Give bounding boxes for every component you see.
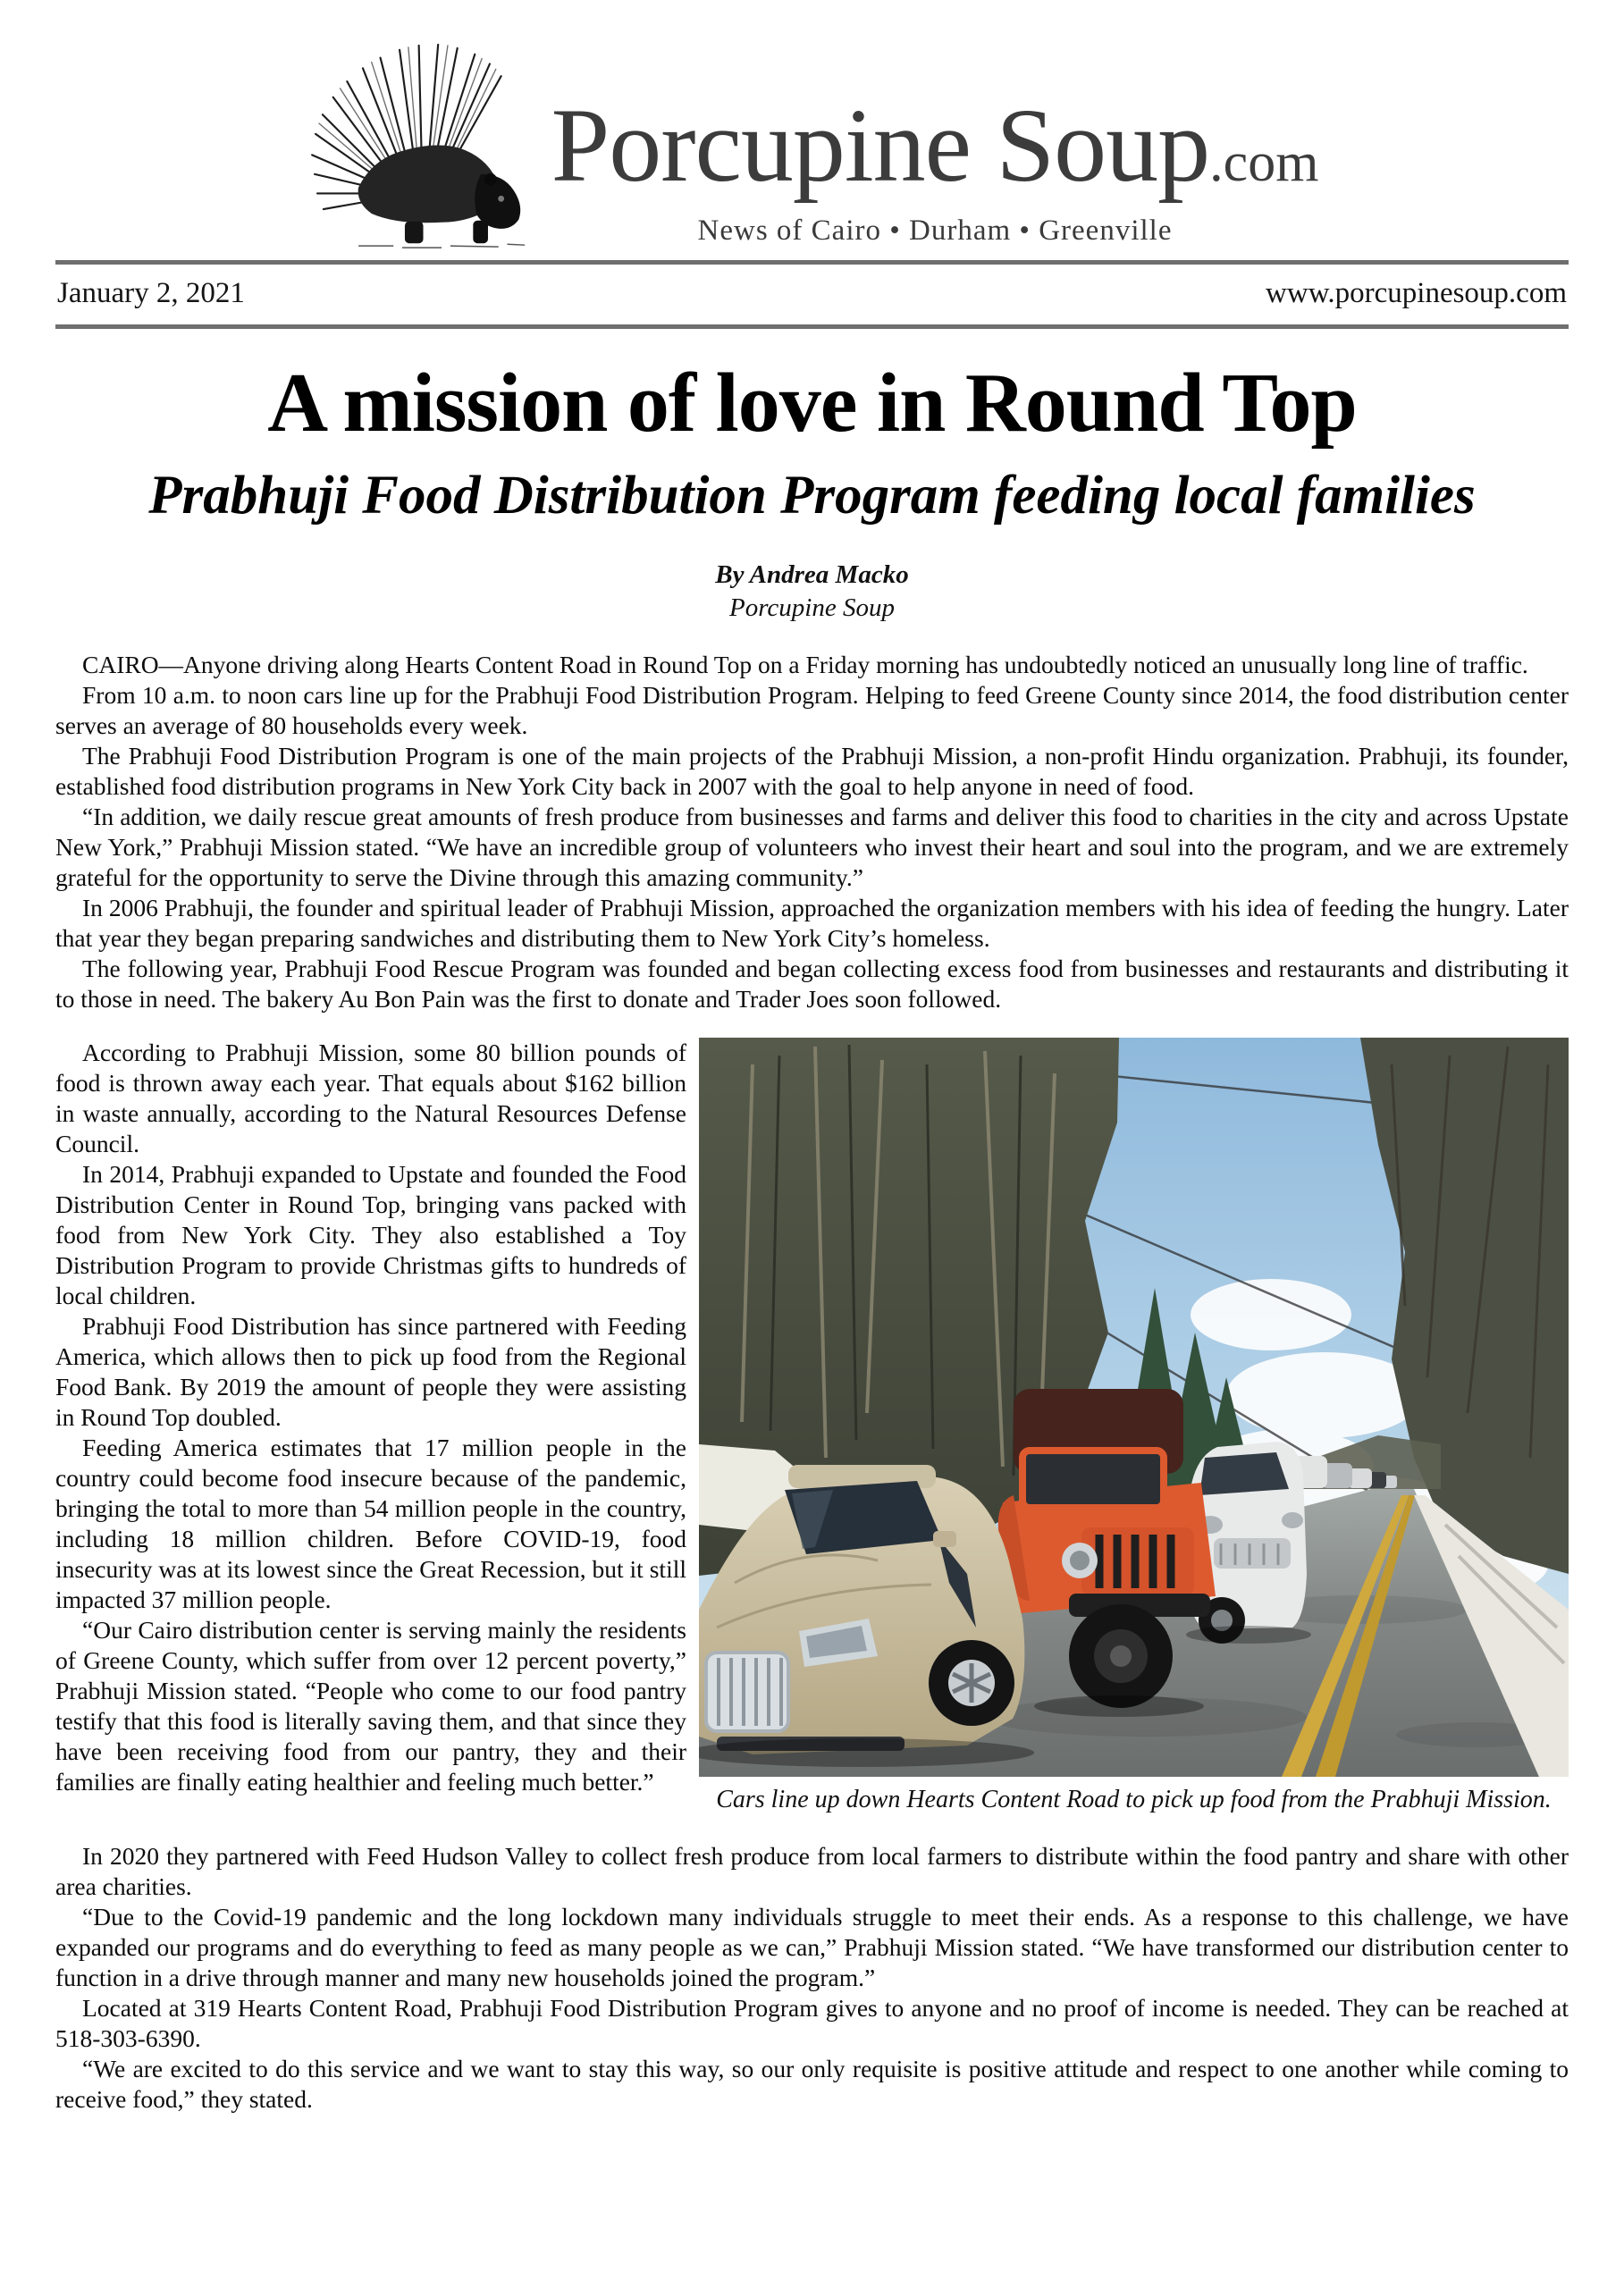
article-paragraph: In 2014, Prabhuji expanded to Upstate and founded the Food Distribution Center in Round Top, bringing vans packed with food from New York City. They also established a Toy Distribution Program to provide Christmas gifts to hundreds of local children. <box>55 1159 686 1309</box>
masthead <box>55 43 1569 248</box>
porcupine-head <box>475 174 520 229</box>
intro-section <box>55 650 1569 1014</box>
article-subheadline: Prabhuji Food Distribution Program feeding local families <box>148 465 1476 526</box>
article-paragraph: From 10 a.m. to noon cars line up for the Prabhuji Food Distribution Program. Helping to feed Greene County since 2014, the food distribution center serves an average of 80 households every week. <box>55 680 1569 739</box>
dateline-row <box>55 265 1569 324</box>
article-paragraph: Located at 319 Hearts Content Road, Prabhuji Food Distribution Program gives to anyone and no proof of income is needed. They can be reached at 518-303-6390. <box>55 1993 1569 2052</box>
photo-caption: Cars line up down Hearts Content Road to pick up food from the Prabhuji Mission. <box>716 1785 1552 1813</box>
article-paragraph: The following year, Prabhuji Food Rescue Program was founded and began collecting excess food from businesses and restaurants and distributing it to those in need. The bakery Au Bon Pain was the first to donate and Trader Joes soon followed. <box>55 954 1569 1013</box>
website-url: www.porcupinesoup.com <box>1266 277 1567 309</box>
article-paragraph: “We are excited to do this service and we want to stay this way, so our only requisite is positive attitude and respect to one another while coming to receive food,” they stated. <box>55 2054 1569 2113</box>
article-paragraph: In 2006 Prabhuji, the founder and spiritual leader of Prabhuji Mission, approached the organization members with his idea of feeding the hungry. Later that year they began preparing sandwiches and distributing them to New York City’s homeless. <box>55 893 1569 952</box>
article-paragraph: Prabhuji Food Distribution has since partnered with Feeding America, which allows then to pick up food from the Regional Food Bank. By 2019 the amount of people they were assisting in Round Top doubled. <box>55 1311 686 1431</box>
issue-date: January 2, 2021 <box>57 277 245 309</box>
byline-organization: Porcupine Soup <box>729 593 895 622</box>
logo-suffix-text: .com <box>1209 132 1319 193</box>
article-headline: A mission of love in Round Top <box>267 357 1357 450</box>
article-photo <box>699 1038 1569 1814</box>
closing-section <box>55 1841 1569 2115</box>
byline: By Andrea Macko <box>715 559 909 589</box>
porcupine-eye <box>498 196 504 202</box>
article-paragraph: Feeding America estimates that 17 million people in the country could become food insecure because of the pandemic, bringing the total to more than 54 million people in the country, including 18 million children. Before COVID-19, food insecurity was at its lowest since the Great Recession, but it still impacted 37 million people. <box>55 1433 686 1613</box>
article-paragraph: “Our Cairo distribution center is serving mainly the residents of Greene County, which suffer from over 12 percent poverty,” Prabhuji Mission stated. “People who come to our food pantry testify that this food is literally saving them, and that since they have been receiving food from our pantry, they and their families are finally eating healthier and feeling much better.” <box>55 1615 686 1796</box>
porcupine-front-leg <box>473 221 488 243</box>
article-paragraph: “In addition, we daily rescue great amounts of fresh produce from businesses and farms and deliver this food to charities in the city and across Upstate New York,” Prabhuji Mission stated. “We have an incredible group of volunteers who invest their heart and soul into the program, and we are extremely grateful for the opportunity to serve the Divine through this amazing community.” <box>55 802 1569 891</box>
masthead-tagline: News of Cairo • Durham • Greenville <box>697 214 1173 247</box>
logo-column <box>551 87 1319 248</box>
two-column-section <box>55 1038 1569 1814</box>
article-paragraph: According to Prabhuji Mission, some 80 billion pounds of food is thrown away each year. That equals about $162 billion in waste annually, according to the Natural Resources Defense Council. <box>55 1038 686 1157</box>
article-paragraph: CAIRO—Anyone driving along Hearts Content Road in Round Top on a Friday morning has undoubtedly noticed an unusually long line of traffic. <box>82 650 1528 678</box>
article-paragraph: In 2020 they partnered with Feed Hudson Valley to collect fresh produce from local farmers to distribute within the food pantry and share with other area charities. <box>55 1841 1569 1900</box>
site-logo <box>551 87 1319 204</box>
porcupine-hind-leg <box>405 222 424 243</box>
porcupine-logo-icon <box>306 43 543 253</box>
ground-strokes <box>358 244 525 248</box>
bottom-rule <box>55 324 1569 329</box>
logo-text: Porcupine Soup <box>551 87 1210 204</box>
article-paragraph: “Due to the Covid-19 pandemic and the long lockdown many individuals struggle to meet their ends. As a response to this challenge, we have expanded our programs and do everything to feed as many people as we can,” Prabhuji Mission stated. “We have transformed our distribution center to function in a drive through manner and many new households joined the program.” <box>55 1902 1569 1991</box>
porcupine-ear <box>484 173 497 186</box>
photo-cars-lined-on-road <box>699 1038 1569 1777</box>
article-paragraph: The Prabhuji Food Distribution Program is one of the main projects of the Prabhuji Mission, a non-profit Hindu organization. Prabhuji, its founder, established food distribution programs in New York City back in 2007 with the goal to help anyone in need of food. <box>55 741 1569 800</box>
left-text-column <box>55 1038 686 1797</box>
